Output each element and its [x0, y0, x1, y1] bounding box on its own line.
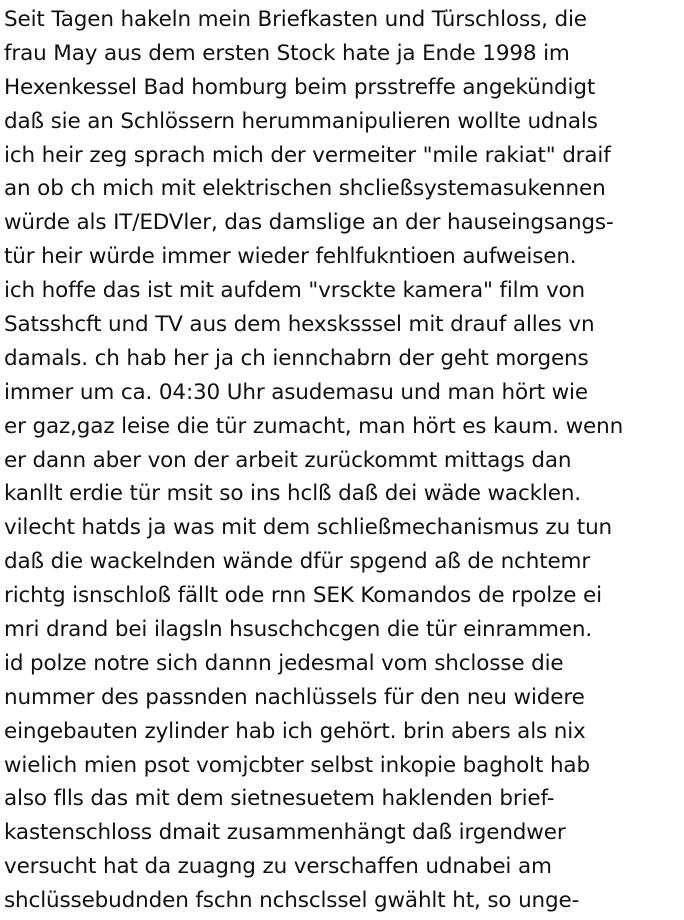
- text-line: an ob ch mich mit elektrischen shcließsystemasukennen: [4, 176, 606, 202]
- text-line: damals. ch hab her ja ch iennchabrn der geht morgens: [4, 345, 589, 371]
- text-line: id polze notre sich dannn jedesmal vom shclosse die: [4, 650, 564, 676]
- text-line: immer um ca. 04:30 Uhr asudemasu und man hört wie: [4, 379, 588, 405]
- text-line: kastenschloss dmait zusammenhängt daß irgendwer: [4, 820, 566, 846]
- text-line: ich hoffe das ist mit aufdem "vrsckte kamera" film von: [4, 278, 586, 304]
- text-line: Hexenkessel Bad homburg beim prsstreffe angekündigt: [4, 74, 596, 100]
- text-line: also flls das mit dem sietnesuetem haklenden brief-: [4, 786, 555, 812]
- text-line: nummer des passnden nachlüssels für den neu widere: [4, 684, 585, 710]
- text-line: er gaz,gaz leise die tür zumacht, man hört es kaum. wenn: [4, 413, 624, 439]
- text-line: daß sie an Schlössern herummanipulieren wollte udnals: [4, 108, 598, 134]
- text-line: Seit Tagen hakeln mein Briefkasten und Türschloss, die: [4, 7, 587, 32]
- text-line: wielich mien psot vomjcbter selbst inkopie bagholt hab: [4, 752, 590, 778]
- text-line: ich heir zeg sprach mich der vermeiter "mile rakiat" draif: [4, 142, 611, 168]
- text-line: shclüssebudnden fschn nchsclssel gwählt ht, so unge-: [4, 888, 580, 914]
- text-line: vilecht hatds ja was mit dem schließmechanismus zu tun: [4, 515, 613, 541]
- text-line: frau May aus dem ersten Stock hate ja Ende 1998 im: [4, 40, 570, 66]
- text-line: tür heir würde immer wieder fehlfukntioen aufweisen.: [4, 244, 577, 270]
- text-line: würde als IT/EDVler, das damslige an der hauseingsangs-: [4, 210, 614, 236]
- text-line: mri drand bei ilagsln hsuschchcgen die tür einrammen.: [4, 617, 593, 643]
- text-line: daß die wackelnden wände dfür spgend aß de nchtemr: [4, 549, 591, 575]
- document-page: [4, 3, 682, 918]
- text-line: richtg isnschloß fällt ode rnn SEK Komandos de rpolze ei: [4, 583, 602, 609]
- text-line: er dann aber von der arbeit zurückommt mittags dan: [4, 447, 572, 473]
- text-line: kanllt erdie tür msit so ins hclß daß dei wäde wacklen.: [4, 481, 581, 507]
- text-line: versucht hat da zuagng zu verschaffen udnabei am: [4, 854, 552, 880]
- text-line: eingebauten zylinder hab ich gehört. brin abers als nix: [4, 718, 586, 744]
- text-line: Satsshcft und TV aus dem hexsksssel mit drauf alles vn: [4, 312, 595, 338]
